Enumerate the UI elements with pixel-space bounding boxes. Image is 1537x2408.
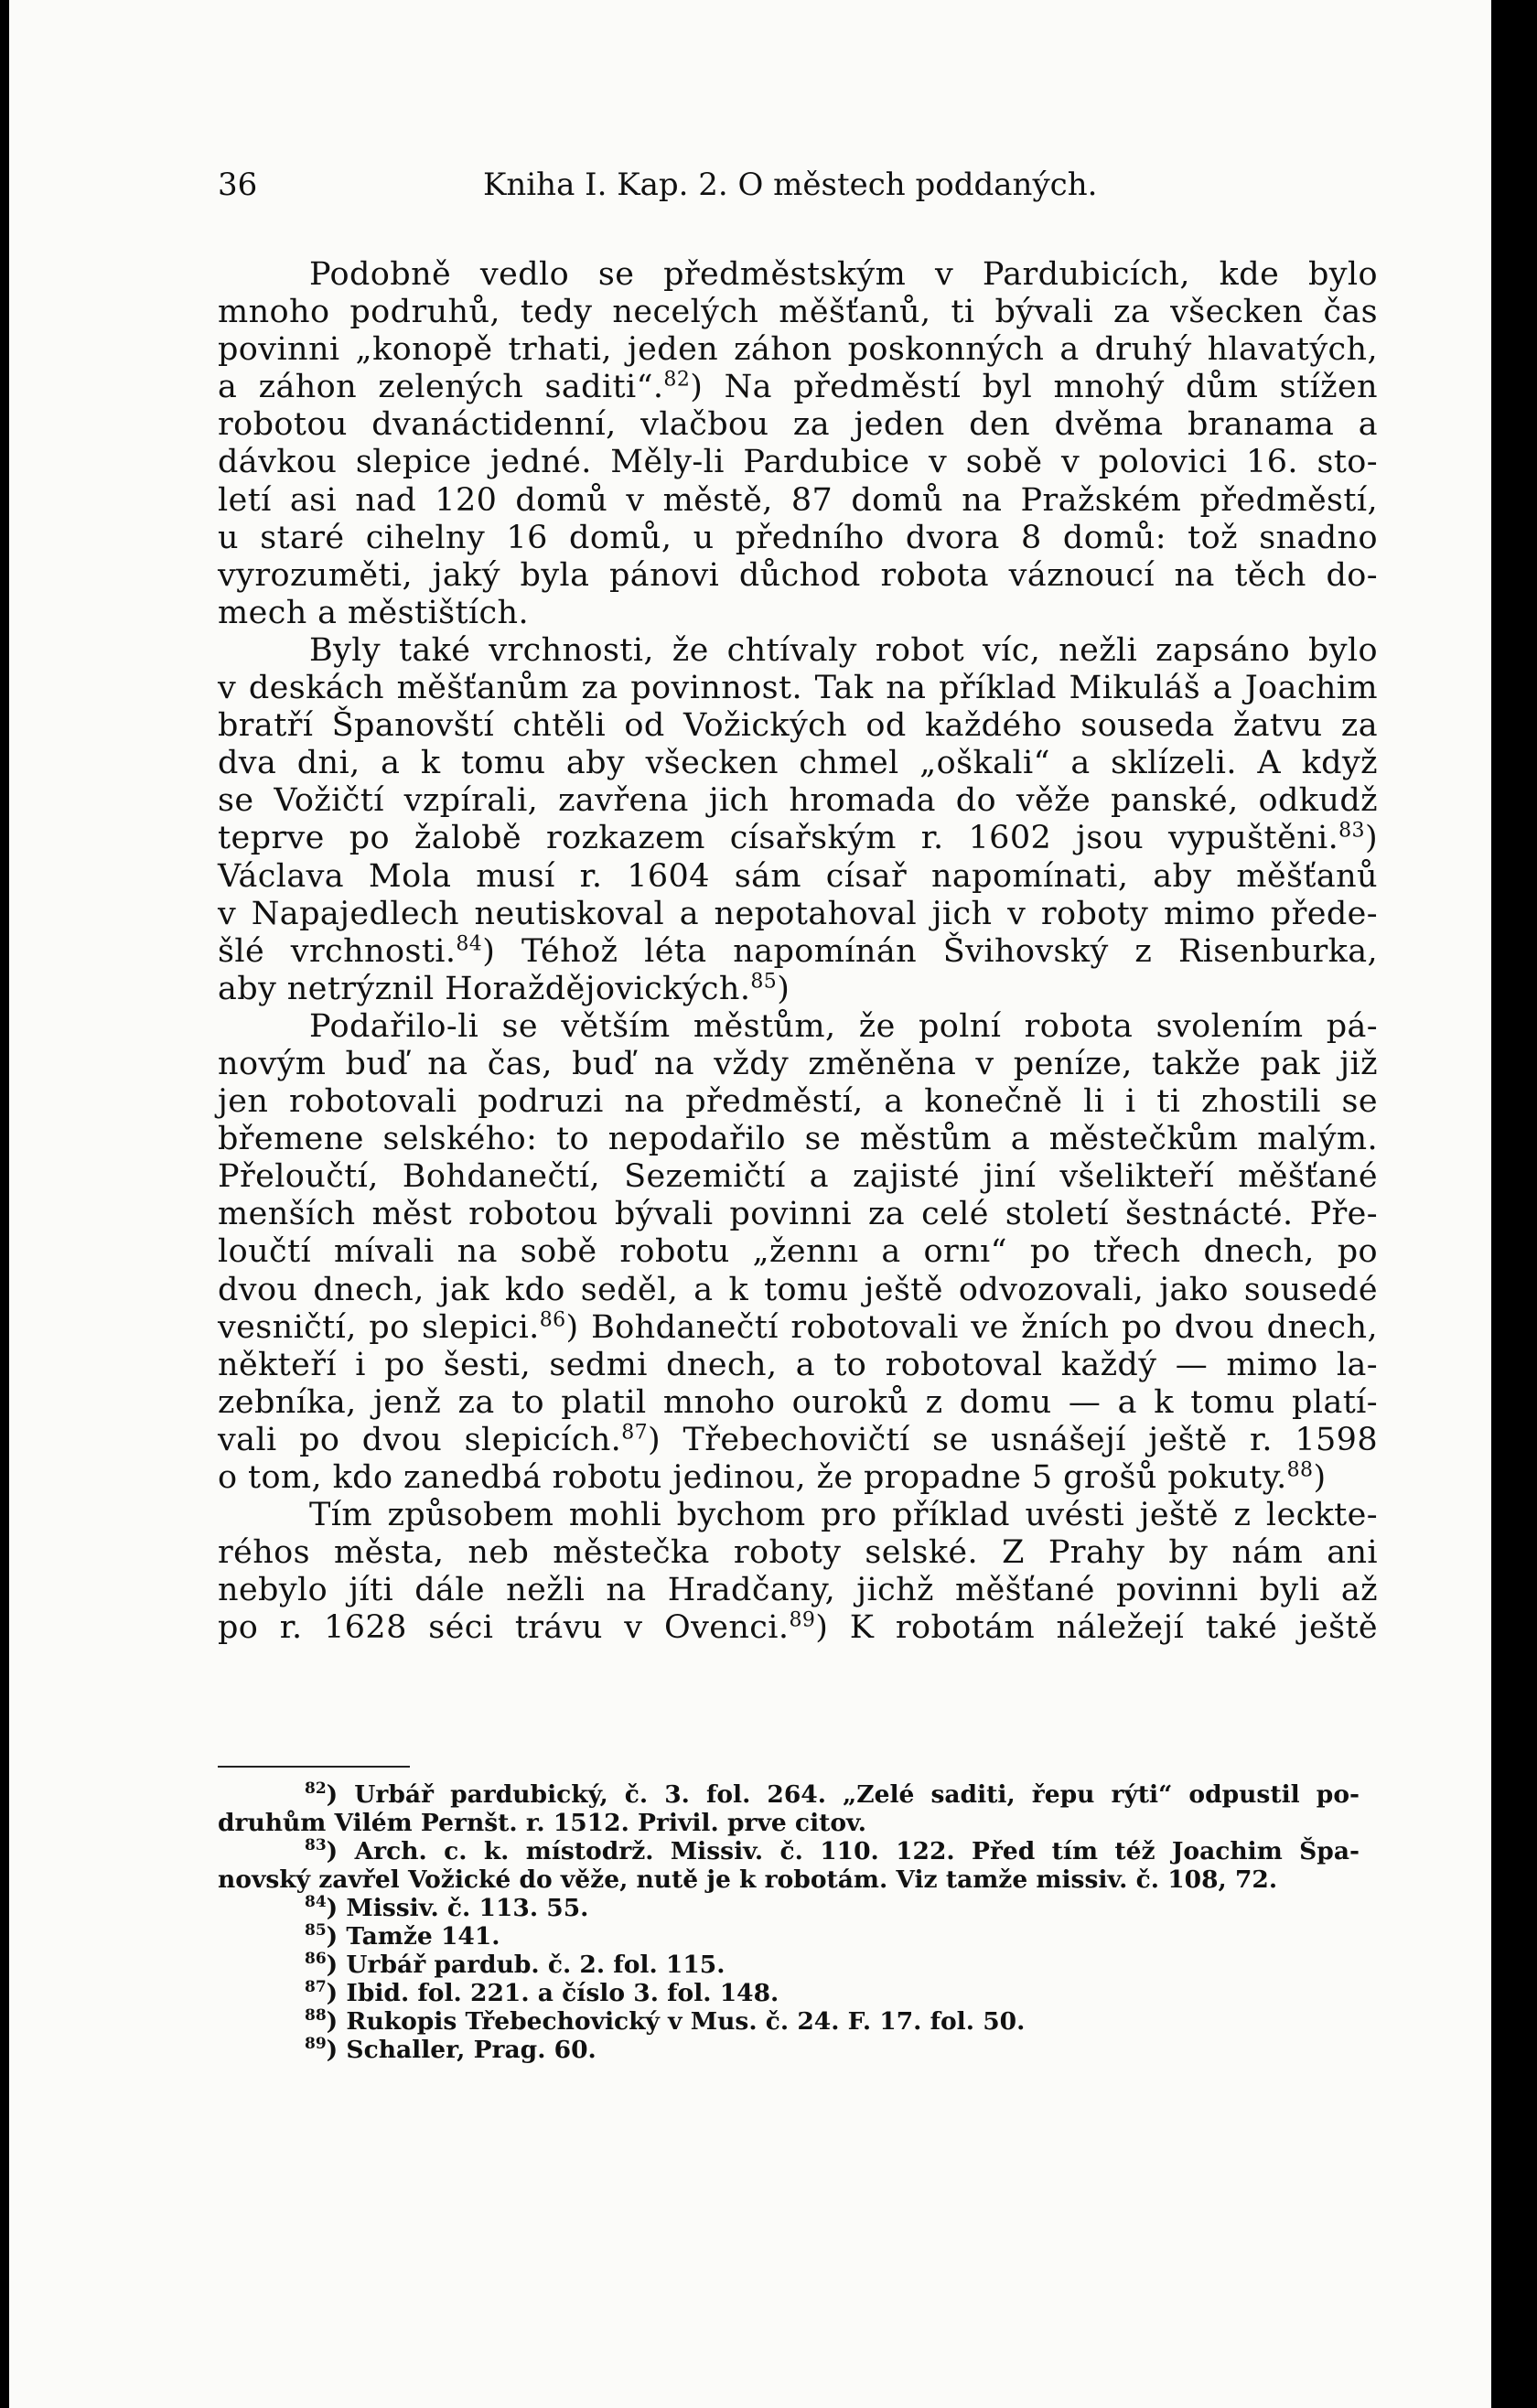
text-line-part: letí asi nad 120 domů v městě, 87 domů na Pražském předměstí, <box>218 481 1378 519</box>
footnote-text: novský zavřel Vožické do věže, nutě je k robotám. Viz tamže missiv. č. 108, 72. <box>218 1865 1278 1894</box>
text-line <box>218 782 1378 820</box>
text-line-part: teprve po žalobě rozkazem císařským r. 1602 jsou vypuštěni. <box>218 820 1339 857</box>
page-number: 36 <box>218 167 258 203</box>
footnote-line <box>218 1809 1360 1837</box>
footnote-text: ) Schaller, Prag. 60. <box>326 2036 597 2064</box>
text-line-part: ) Bohdanečtí robotovali ve žních po dvou dnech, <box>565 1308 1379 1346</box>
footnote-line <box>218 1837 1360 1865</box>
text-line <box>218 1347 1378 1384</box>
footnote-text: ) Urbář pardub. č. 2. fol. 115. <box>326 1951 726 1979</box>
text-line <box>218 1572 1378 1609</box>
footnote-line <box>218 2007 1360 2036</box>
text-line <box>218 858 1378 896</box>
text-line <box>218 1158 1378 1196</box>
text-line <box>218 1233 1378 1271</box>
text-line <box>218 1422 1378 1459</box>
text-line-part: ) <box>1313 1459 1327 1496</box>
text-line-part: novým buď na čas, buď na vždy změněna v peníze, takže pak již <box>218 1045 1378 1082</box>
footnote-number: 83 <box>305 1836 327 1855</box>
text-line <box>218 1008 1378 1046</box>
text-line-part: aby netrýznil Horaždějovických. <box>218 970 751 1007</box>
text-line <box>218 971 1378 1008</box>
footnote-number: 85 <box>305 1921 327 1940</box>
text-line <box>218 256 1378 294</box>
text-line-part: dva dni, a k tomu aby všecken chmel „oškali“ a sklízeli. A když <box>218 745 1378 782</box>
text-line <box>218 557 1378 595</box>
text-line-part: ) <box>1364 820 1378 857</box>
text-line-part: Přeloučtí, Bohdanečtí, Sezemičtí a zajisté jiní všelikteří měšťané <box>218 1158 1378 1196</box>
text-line-part: ) Téhož léta napomínán Švihovský z Risenburka, <box>482 932 1379 970</box>
text-line <box>218 1046 1378 1083</box>
text-line-part: Tím způsobem mohli bychom pro příklad uvésti ještě z leckte- <box>309 1497 1378 1534</box>
footnote-text: druhům Vilém Pernšt. r. 1512. Privil. prve citov. <box>218 1809 867 1837</box>
text-line <box>218 1459 1378 1497</box>
footnote-ref: 88 <box>1286 1458 1314 1482</box>
text-line <box>218 1534 1378 1572</box>
text-line-part: mnoho podruhů, tedy necelých měšťanů, ti bývali za všecken čas <box>218 294 1378 331</box>
body-text <box>218 256 1378 1647</box>
footnote-ref: 83 <box>1338 819 1365 843</box>
text-line <box>218 632 1378 670</box>
text-line <box>218 670 1378 707</box>
footnote-ref: 84 <box>456 932 483 956</box>
text-line-part: ) Třebechovičtí se usnášejí ještě r. 1598 <box>647 1421 1378 1458</box>
footnote-number: 88 <box>305 2006 327 2026</box>
text-line <box>218 1309 1378 1347</box>
text-line-part: vali po dvou slepicích. <box>218 1421 622 1458</box>
text-line-part: menších měst robotou bývali povinni za celé století šestnácté. Pře- <box>218 1196 1378 1233</box>
text-line <box>218 595 1378 632</box>
page-header <box>218 157 1378 212</box>
text-line <box>218 444 1378 481</box>
text-line-part: v Napajedlech neutiskoval a nepotahoval jich v roboty mimo přede- <box>218 895 1378 932</box>
text-line-part: réhos města, neb městečka roboty selské. Z Prahy by nám ani <box>218 1534 1378 1572</box>
text-line <box>218 482 1378 520</box>
text-line <box>218 933 1378 971</box>
text-line-part: šlé vrchnosti. <box>218 932 457 970</box>
text-line <box>218 896 1378 933</box>
footnote-text: ) Arch. c. k. místodrž. Missiv. č. 110. 122. Před tím též Joachim Špa- <box>326 1837 1360 1865</box>
footnote-number: 89 <box>305 2035 327 2054</box>
footnote-ref: 86 <box>539 1307 566 1331</box>
text-line-part: v deskách měšťanům za povinnost. Tak na příklad Mikuláš a Joachim <box>218 670 1378 707</box>
text-line <box>218 1497 1378 1534</box>
footnote-rule <box>218 1766 410 1768</box>
footnote-line <box>218 1922 1360 1951</box>
footnote-text: ) Missiv. č. 113. 55. <box>326 1894 589 1922</box>
text-line-part: dávkou slepice jedné. Měly-li Pardubice v sobě v polovici 16. sto- <box>218 444 1378 481</box>
text-line-part: se Vožičtí vzpírali, zavřena jich hromada do věže panské, odkudž <box>218 782 1378 820</box>
text-line-part: břemene selského: to nepodařilo se městům a městečkům malým. <box>218 1121 1378 1158</box>
text-line-part: vesničtí, po slepici. <box>218 1308 540 1346</box>
footnote-line <box>218 1865 1360 1894</box>
text-line <box>218 745 1378 782</box>
text-line-part: povinni „konopě trhati, jeden záhon poskonných a druhý hlavatých, <box>218 331 1378 369</box>
text-line <box>218 820 1378 857</box>
footnote-line <box>218 1894 1360 1922</box>
text-line <box>218 331 1378 369</box>
text-line <box>218 406 1378 444</box>
text-line <box>218 520 1378 557</box>
text-line-part: vyrozuměti, jaký byla pánovi důchod robota váznoucí na těch do- <box>218 556 1378 594</box>
text-line <box>218 1083 1378 1121</box>
text-line-part: loučtí mívali na sobě robotu „žennı a ornı“ po třech dnech, po <box>218 1233 1378 1271</box>
text-line-part: Podobně vedlo se předměstským v Pardubicích, kde bylo <box>309 256 1378 293</box>
text-line-part: o tom, kdo zanedbá robotu jedinou, že propadne 5 grošů pokuty. <box>218 1459 1287 1496</box>
footnote-text: ) Ibid. fol. 221. a číslo 3. fol. 148. <box>326 1979 779 2007</box>
footnote-line <box>218 2036 1360 2064</box>
footnote-ref: 82 <box>663 368 691 392</box>
footnote-number: 84 <box>305 1893 327 1912</box>
footnote-number: 86 <box>305 1950 327 1969</box>
text-line <box>218 1609 1378 1647</box>
text-line-part: někteří i po šesti, sedmi dnech, a to robotoval každý — mimo la- <box>218 1346 1378 1383</box>
text-line-part: Podařilo-li se větším městům, že polní robota svolením pá- <box>309 1007 1378 1045</box>
text-line-part: mech a městištích. <box>218 594 529 631</box>
text-line-part: a záhon zelených saditi“. <box>218 369 664 406</box>
text-line <box>218 707 1378 745</box>
text-line-part: nebylo jíti dále nežli na Hradčany, jichž měšťané povinni byli až <box>218 1572 1378 1609</box>
scan-edge <box>1524 0 1537 2408</box>
text-line-part: Byly také vrchnosti, že chtívaly robot víc, nežli zapsáno bylo <box>309 631 1378 669</box>
text-line <box>218 1272 1378 1309</box>
text-line-part: bratří Španovští chtěli od Vožických od každého souseda žatvu za <box>218 707 1378 745</box>
text-line <box>218 369 1378 406</box>
footnote-ref: 85 <box>750 970 778 994</box>
footnote-text: ) Tamže 141. <box>326 1922 500 1951</box>
footnote-line <box>218 1951 1360 1979</box>
footnote-number: 82 <box>305 1779 327 1799</box>
footnote-line <box>218 1979 1360 2007</box>
text-line-part: zebníka, jenž za to platil mnoho ouroků z domu — a k tomu platí- <box>218 1383 1378 1421</box>
text-line-part: ) Na předměstí byl mnohý dům stížen <box>690 369 1378 406</box>
footnote-ref: 89 <box>789 1608 816 1632</box>
text-line-part: robotou dvanáctidenní, vlačbou za jeden den dvěma branama a <box>218 406 1378 444</box>
text-line-part: Václava Mola musí r. 1604 sám císař napomínati, aby měšťanů <box>218 857 1378 895</box>
text-line-part: jen robotovali podruzi na předměstí, a konečně li i ti zhostili se <box>218 1083 1378 1121</box>
book-page <box>9 0 1491 2408</box>
text-line <box>218 1384 1378 1422</box>
text-line <box>218 294 1378 331</box>
footnote-text: ) Rukopis Třebechovický v Mus. č. 24. F. 17. fol. 50. <box>326 2007 1026 2036</box>
text-line-part: u staré cihelny 16 domů, u předního dvora 8 domů: tož snadno <box>218 519 1378 556</box>
text-line-part: ) <box>777 970 790 1007</box>
text-line <box>218 1121 1378 1158</box>
text-line <box>218 1196 1378 1233</box>
footnote-text: ) Urbář pardubický, č. 3. fol. 264. „Zelé saditi, řepu rýti“ odpustil po- <box>326 1780 1360 1809</box>
text-line-part: dvou dnech, jak kdo seděl, a k tomu ještě odvozovali, jako sousedé <box>218 1271 1378 1308</box>
footnote-ref: 87 <box>621 1421 648 1445</box>
text-line-part: ) K robotám náležejí také ještě <box>815 1609 1379 1647</box>
text-line-part: po r. 1628 séci trávu v Ovenci. <box>218 1609 790 1647</box>
footnote-line <box>218 1780 1360 1809</box>
footnotes <box>218 1780 1360 2064</box>
footnote-number: 87 <box>305 1978 327 1997</box>
running-title: Kniha I. Kap. 2. O městech poddaných. <box>483 167 1098 203</box>
